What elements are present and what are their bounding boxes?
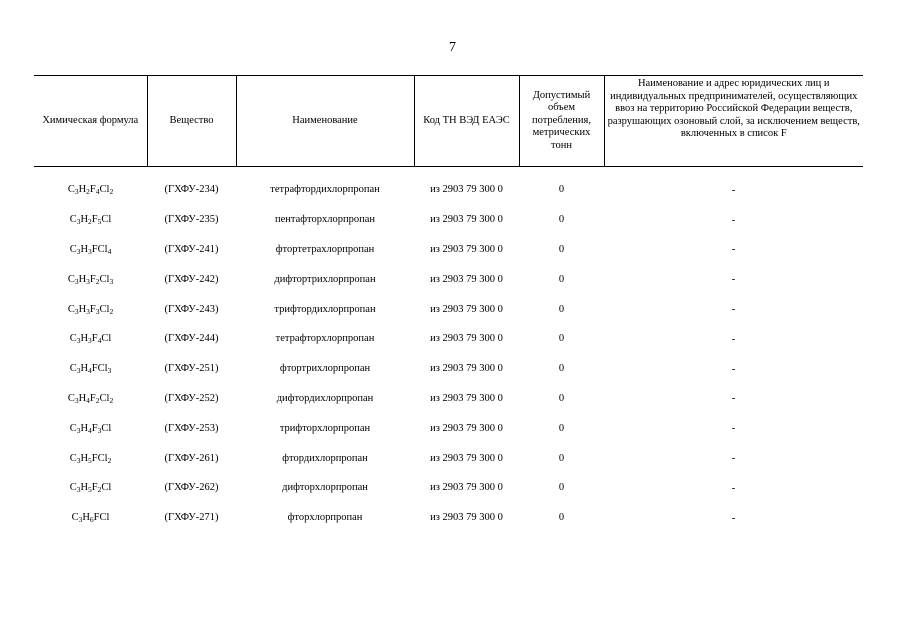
formula-subscript: 3 xyxy=(88,336,92,346)
cell-formula xyxy=(34,235,147,265)
formula-element: Cl xyxy=(101,422,112,434)
cell-formula xyxy=(34,413,147,443)
header-code: Код ТН ВЭД ЕАЭС xyxy=(414,76,519,167)
formula-subscript: 3 xyxy=(107,366,112,376)
cell-substance: (ГХФУ-271) xyxy=(164,512,219,524)
cell-code: из 2903 79 300 0 xyxy=(430,482,503,494)
cell-name: дифтортрихлорпропан xyxy=(274,273,376,285)
formula-subscript: 6 xyxy=(89,515,94,525)
header-importers: Наименование и адрес юридических лиц и индивидуальных предпринимателей, осуществляющих ввоз на территорию Российской Федерации веществ, разрушающих озоновый слой, за исключением веществ, включенных в список F xyxy=(604,76,863,167)
formula-element: H xyxy=(78,184,87,196)
formula-subscript: 3 xyxy=(76,366,81,376)
cell-importer: - xyxy=(731,481,736,494)
formula-element: F xyxy=(91,422,98,434)
formula-element: F xyxy=(91,333,98,345)
formula-subscript: 2 xyxy=(88,217,92,227)
cell-name: фтортетрахлорпропан xyxy=(275,243,375,255)
cell-volume: 0 xyxy=(558,273,565,285)
formula-element: C xyxy=(67,273,75,285)
formula-element: H xyxy=(78,392,87,404)
cell-importer: - xyxy=(731,183,736,196)
formula-subscript: 2 xyxy=(107,455,112,465)
formula-element: C xyxy=(69,333,77,345)
cell-importer: - xyxy=(731,392,736,405)
formula-subscript: 4 xyxy=(88,425,92,435)
formula-subscript: 2 xyxy=(95,395,100,405)
cell-code: из 2903 79 300 0 xyxy=(430,392,503,404)
header-volume: Допустимый объем потребления, метрических тонн xyxy=(519,76,604,167)
formula-element: F xyxy=(89,184,96,196)
cell-formula xyxy=(34,205,147,235)
formula-element: Cl xyxy=(99,184,110,196)
formula-element: C xyxy=(71,512,79,524)
formula-element: Cl xyxy=(99,392,110,404)
formula-element: C xyxy=(69,243,77,255)
cell-code: из 2903 79 300 0 xyxy=(430,273,503,285)
table-row xyxy=(34,384,863,414)
table-row xyxy=(34,324,863,354)
header-name: Наименование xyxy=(236,76,414,167)
table-row xyxy=(34,473,863,503)
cell-volume: 0 xyxy=(558,482,565,494)
formula-subscript: 3 xyxy=(76,336,81,346)
formula-element: F xyxy=(91,214,98,226)
cell-importer: - xyxy=(731,452,736,465)
formula-element: F xyxy=(91,482,98,494)
formula-element: C xyxy=(69,452,77,464)
cell-name: дифторхлорпропан xyxy=(282,482,368,494)
formula-element: F xyxy=(89,273,96,285)
formula-element: H xyxy=(80,452,89,464)
cell-volume: 0 xyxy=(558,392,565,404)
cell-substance: (ГХФУ-242) xyxy=(164,273,219,285)
cell-code: из 2903 79 300 0 xyxy=(430,303,503,315)
formula-element: C xyxy=(69,214,77,226)
cell-importer: - xyxy=(731,273,736,286)
formula-element: FCl xyxy=(91,363,108,375)
cell-formula xyxy=(34,167,147,205)
formula-element: FCl xyxy=(91,452,108,464)
cell-volume: 0 xyxy=(558,422,565,434)
cell-substance: (ГХФУ-241) xyxy=(164,243,219,255)
cell-formula xyxy=(34,473,147,503)
cell-volume: 0 xyxy=(558,214,565,226)
table-row xyxy=(34,264,863,294)
header-formula: Химическая формула xyxy=(34,76,147,167)
formula-subscript: 3 xyxy=(76,485,81,495)
formula-subscript: 3 xyxy=(109,276,114,286)
cell-substance: (ГХФУ-252) xyxy=(164,392,219,404)
formula-subscript: 5 xyxy=(88,485,92,495)
table-row xyxy=(34,503,863,533)
cell-substance: (ГХФУ-235) xyxy=(164,214,219,226)
formula-subscript: 3 xyxy=(97,425,102,435)
cell-volume: 0 xyxy=(558,333,565,345)
formula-element: Cl xyxy=(101,482,112,494)
cell-code: из 2903 79 300 0 xyxy=(430,422,503,434)
formula-subscript: 5 xyxy=(97,217,102,227)
cell-substance: (ГХФУ-244) xyxy=(164,333,219,345)
formula-element: Cl xyxy=(99,273,110,285)
formula-subscript: 3 xyxy=(76,217,81,227)
formula-element: H xyxy=(80,363,89,375)
cell-substance: (ГХФУ-234) xyxy=(164,184,219,196)
table-header xyxy=(34,76,863,167)
formula-element: H xyxy=(80,243,89,255)
formula-subscript: 4 xyxy=(97,336,102,346)
formula-element: C xyxy=(67,303,75,315)
table-header-row xyxy=(34,76,863,167)
formula-element: C xyxy=(67,392,75,404)
cell-volume: 0 xyxy=(558,363,565,375)
formula-subscript: 4 xyxy=(86,395,90,405)
formula-subscript: 4 xyxy=(95,187,100,197)
cell-substance: (ГХФУ-251) xyxy=(164,363,219,375)
cell-substance: (ГХФУ-262) xyxy=(164,482,219,494)
cell-substance: (ГХФУ-261) xyxy=(164,452,219,464)
cell-formula xyxy=(34,354,147,384)
formula-subscript: 3 xyxy=(76,425,81,435)
cell-name: фторхлорпропан xyxy=(287,512,363,524)
cell-volume: 0 xyxy=(558,184,565,196)
formula-element: H xyxy=(80,333,89,345)
formula-subscript: 3 xyxy=(76,246,81,256)
cell-importer: - xyxy=(731,243,736,256)
formula-element: H xyxy=(80,482,89,494)
cell-code: из 2903 79 300 0 xyxy=(430,214,503,226)
formula-subscript: 3 xyxy=(88,246,92,256)
formula-subscript: 3 xyxy=(74,276,79,286)
page-number: 7 xyxy=(449,40,456,55)
formula-element: F xyxy=(89,303,96,315)
table-row xyxy=(34,167,863,205)
formula-element: C xyxy=(69,363,77,375)
formula-subscript: 3 xyxy=(86,306,90,316)
cell-formula xyxy=(34,503,147,533)
cell-volume: 0 xyxy=(558,243,565,255)
formula-element: FCl xyxy=(91,243,108,255)
cell-formula xyxy=(34,443,147,473)
cell-importer: - xyxy=(731,303,736,316)
cell-code: из 2903 79 300 0 xyxy=(430,184,503,196)
formula-subscript: 4 xyxy=(88,366,92,376)
formula-element: H xyxy=(78,273,87,285)
formula-subscript: 3 xyxy=(78,515,83,525)
formula-subscript: 4 xyxy=(107,246,112,256)
formula-subscript: 3 xyxy=(76,455,81,465)
cell-importer: - xyxy=(731,213,736,226)
formula-element: Cl xyxy=(101,333,112,345)
cell-importer: - xyxy=(731,422,736,435)
cell-name: трифтордихлорпропан xyxy=(274,303,376,315)
formula-element: FCl xyxy=(93,512,110,524)
formula-subscript: 2 xyxy=(109,395,114,405)
cell-name: трифторхлорпропан xyxy=(279,422,371,434)
cell-importer: - xyxy=(731,362,736,375)
formula-subscript: 3 xyxy=(95,306,100,316)
cell-name: фтордихлорпропан xyxy=(282,452,368,464)
formula-subscript: 3 xyxy=(74,395,79,405)
formula-element: F xyxy=(89,392,96,404)
cell-importer: - xyxy=(731,511,736,524)
formula-element: Cl xyxy=(99,303,110,315)
cell-formula xyxy=(34,294,147,324)
table-body xyxy=(34,167,863,533)
cell-name: фтортрихлорпропан xyxy=(279,363,371,375)
cell-code: из 2903 79 300 0 xyxy=(430,363,503,375)
cell-name: дифтордихлорпропан xyxy=(276,392,374,404)
header-substance: Вещество xyxy=(147,76,236,167)
formula-subscript: 5 xyxy=(88,455,92,465)
cell-code: из 2903 79 300 0 xyxy=(430,333,503,345)
formula-subscript: 2 xyxy=(86,187,90,197)
cell-importer: - xyxy=(731,332,736,345)
cell-volume: 0 xyxy=(558,512,565,524)
formula-subscript: 3 xyxy=(86,276,90,286)
formula-element: C xyxy=(69,482,77,494)
formula-element: H xyxy=(78,303,87,315)
cell-code: из 2903 79 300 0 xyxy=(430,512,503,524)
table-row xyxy=(34,443,863,473)
formula-subscript: 2 xyxy=(109,187,114,197)
formula-element: H xyxy=(82,512,90,524)
formula-subscript: 2 xyxy=(97,485,102,495)
formula-element: C xyxy=(69,422,77,434)
formula-element: C xyxy=(67,184,75,196)
cell-volume: 0 xyxy=(558,303,565,315)
formula-subscript: 3 xyxy=(74,306,79,316)
cell-substance: (ГХФУ-243) xyxy=(164,303,219,315)
cell-name: тетрафторхлорпропан xyxy=(275,333,375,345)
formula-element: Cl xyxy=(101,214,112,226)
formula-subscript: 2 xyxy=(109,306,114,316)
formula-element: H xyxy=(80,214,89,226)
cell-formula xyxy=(34,324,147,354)
table-row xyxy=(34,294,863,324)
formula-subscript: 2 xyxy=(95,276,100,286)
cell-substance: (ГХФУ-253) xyxy=(164,422,219,434)
table-row xyxy=(34,205,863,235)
formula-element: H xyxy=(80,422,89,434)
cell-code: из 2903 79 300 0 xyxy=(430,243,503,255)
formula-subscript: 3 xyxy=(74,187,79,197)
substances-table xyxy=(34,75,863,533)
table-row xyxy=(34,235,863,265)
cell-name: тетрафтордихлорпропан xyxy=(270,184,380,196)
table-row xyxy=(34,354,863,384)
table-row xyxy=(34,413,863,443)
cell-name: пентафторхлорпропан xyxy=(274,214,376,226)
cell-formula xyxy=(34,384,147,414)
cell-formula xyxy=(34,264,147,294)
cell-code: из 2903 79 300 0 xyxy=(430,452,503,464)
cell-volume: 0 xyxy=(558,452,565,464)
